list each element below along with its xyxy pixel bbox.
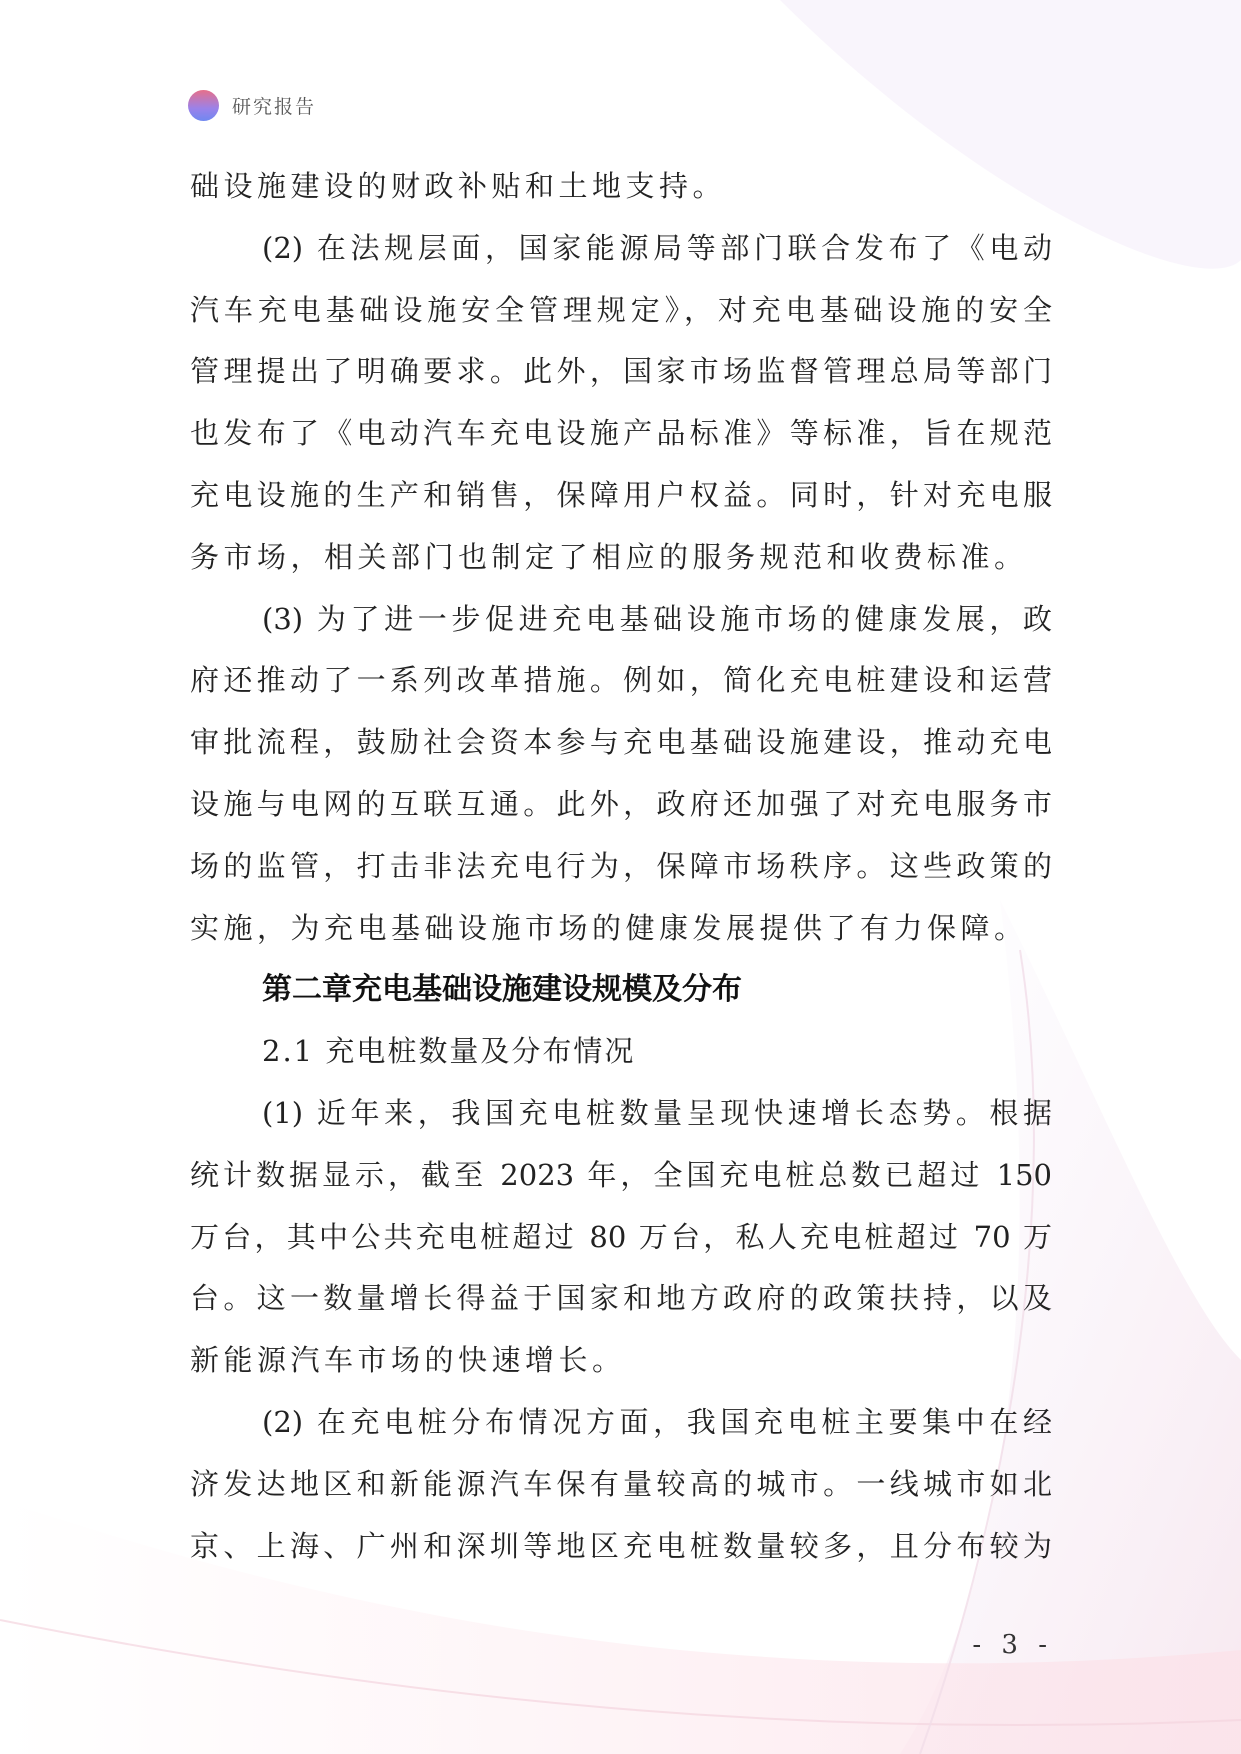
body-line: (2) 在法规层面，国家能源局等部门联合发布了《电动 [262, 230, 1052, 265]
body-line: 京、上海、广州和深圳等地区充电桩数量较多，且分布较为 [190, 1528, 1052, 1563]
body-line: (3) 为了进一步促进充电基础设施市场的健康发展，政 [262, 601, 1052, 636]
body-line: 汽车充电基础设施安全管理规定》，对充电基础设施的安全 [190, 292, 1052, 327]
body-line: (2) 在充电桩分布情况方面，我国充电桩主要集中在经 [262, 1404, 1052, 1439]
body-line: 万台，其中公共充电桩超过 80 万台，私人充电桩超过 70 万 [190, 1219, 1052, 1254]
document-body [190, 156, 1052, 1577]
body-line: 府还推动了一系列改革措施。例如，简化充电桩建设和运营 [190, 663, 1052, 698]
body-line: 统计数据显示，截至 2023 年，全国充电桩总数已超过 150 [190, 1157, 1052, 1192]
body-line: 充电设施的生产和销售，保障用户权益。同时，针对充电服 [190, 477, 1052, 512]
body-line: 台。这一数量增长得益于国家和地方政府的政策扶持，以及 [190, 1281, 1052, 1316]
body-line: 场的监管，打击非法充电行为，保障市场秩序。这些政策的 [190, 848, 1052, 883]
body-line: 设施与电网的互联互通。此外，政府还加强了对充电服务市 [190, 786, 1052, 821]
body-line: (1) 近年来，我国充电桩数量呈现快速增长态势。根据 [262, 1095, 1052, 1130]
body-line: 新能源汽车市场的快速增长。 [190, 1343, 626, 1378]
body-line: 济发达地区和新能源汽车保有量较高的城市。一线城市如北 [190, 1466, 1052, 1501]
body-line: 也发布了《电动汽车充电设施产品标准》等标准，旨在规范 [190, 416, 1052, 451]
header-title: 研究报告 [232, 96, 317, 118]
section-heading: 2.1 充电桩数量及分布情况 [262, 1034, 636, 1069]
page-number: - 3 - [972, 1630, 1053, 1660]
body-line: 务市场，相关部门也制定了相应的服务规范和收费标准。 [190, 539, 1028, 574]
chapter-heading: 第二章充电基础设施建设规模及分布 [262, 972, 742, 1008]
body-line: 础设施建设的财政补贴和土地支持。 [190, 169, 727, 203]
body-line: 管理提出了明确要求。此外，国家市场监督管理总局等部门 [190, 354, 1052, 389]
body-line: 审批流程，鼓励社会资本参与充电基础设施建设，推动充电 [190, 725, 1052, 760]
report-header [188, 90, 316, 121]
body-line: 实施，为充电基础设施市场的健康发展提供了有力保障。 [190, 910, 1028, 945]
report-logo-icon [188, 90, 219, 121]
